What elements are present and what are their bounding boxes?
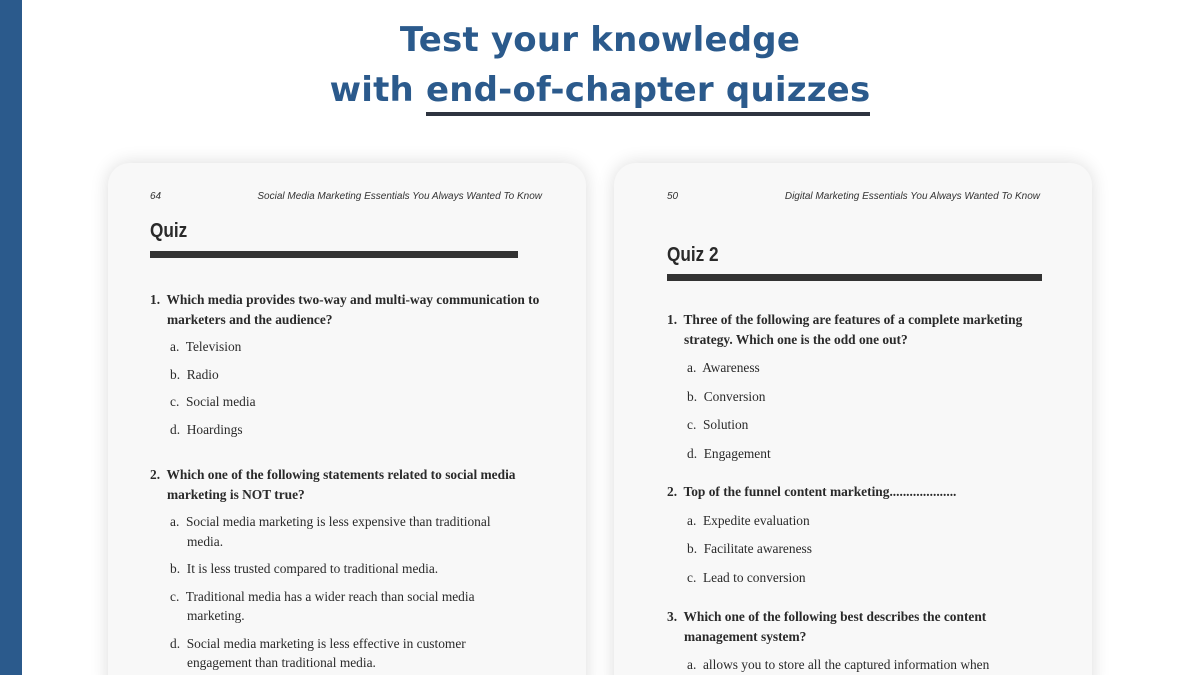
answer-option: c. Social media xyxy=(170,394,256,409)
question xyxy=(667,607,1052,675)
question-text: 2. Which one of the following statements related to social media marketing is NOT true? xyxy=(150,467,516,502)
page-number: 50 xyxy=(667,191,679,202)
question xyxy=(667,310,1052,463)
right-book-page xyxy=(614,163,1092,675)
answer-option: a. Television xyxy=(170,339,242,354)
answer-option: a. Expedite evaluation xyxy=(687,512,810,528)
question-text: 2. Top of the funnel content marketing.................... xyxy=(667,484,957,499)
book-title: Social Media Marketing Essentials You Always Wanted To Know xyxy=(257,191,542,202)
answer-option: d. Social media marketing is less effective in customer engagement than traditional media. xyxy=(170,635,466,670)
book-title: Digital Marketing Essentials You Always Wanted To Know xyxy=(784,191,1040,202)
answer-option: b. Radio xyxy=(170,366,219,382)
answer-option: d. Hoardings xyxy=(170,421,243,437)
left-book-page xyxy=(108,163,586,675)
page-header xyxy=(667,191,1040,207)
answer-option: a. Social media marketing is less expensive than traditional media. xyxy=(170,514,491,549)
answer-option: b. It is less trusted compared to traditional media. xyxy=(170,561,439,576)
page-number: 64 xyxy=(150,191,162,202)
answer-option: d. Engagement xyxy=(687,445,771,461)
title-rule xyxy=(667,274,1042,281)
question-text: 3. Which one of the following best describes the content management system? xyxy=(667,609,987,644)
answer-option: c. Lead to conversion xyxy=(687,569,806,585)
question xyxy=(667,482,1052,587)
answer-option: b. Conversion xyxy=(687,388,766,404)
answer-option: c. Solution xyxy=(687,417,749,432)
question-text: 1. Which media provides two-way and multi-way communication to marketers and the audience? xyxy=(150,292,540,327)
question xyxy=(150,465,546,673)
headline-prefix: with xyxy=(329,70,426,110)
page-header xyxy=(150,191,542,207)
quiz-title: Quiz 2 xyxy=(667,244,719,266)
title-rule xyxy=(150,251,518,258)
question xyxy=(150,290,546,439)
answer-option: a. Awareness xyxy=(687,360,760,375)
answer-option: c. Traditional media has a wider reach than social media marketing. xyxy=(170,588,475,623)
headline-underlined-text: end-of-chapter quizzes xyxy=(426,68,870,116)
quiz-title: Quiz xyxy=(150,220,188,242)
question-text: 1. Three of the following are features of a complete marketing strategy. Which one is the odd one out? xyxy=(667,312,1023,347)
answer-option: a. allows you to store all the captured information when xyxy=(687,657,990,672)
answer-option: b. Facilitate awareness xyxy=(687,541,812,556)
headline-line-2 xyxy=(0,68,1200,116)
headline-line-1: Test your knowledge xyxy=(399,20,801,60)
